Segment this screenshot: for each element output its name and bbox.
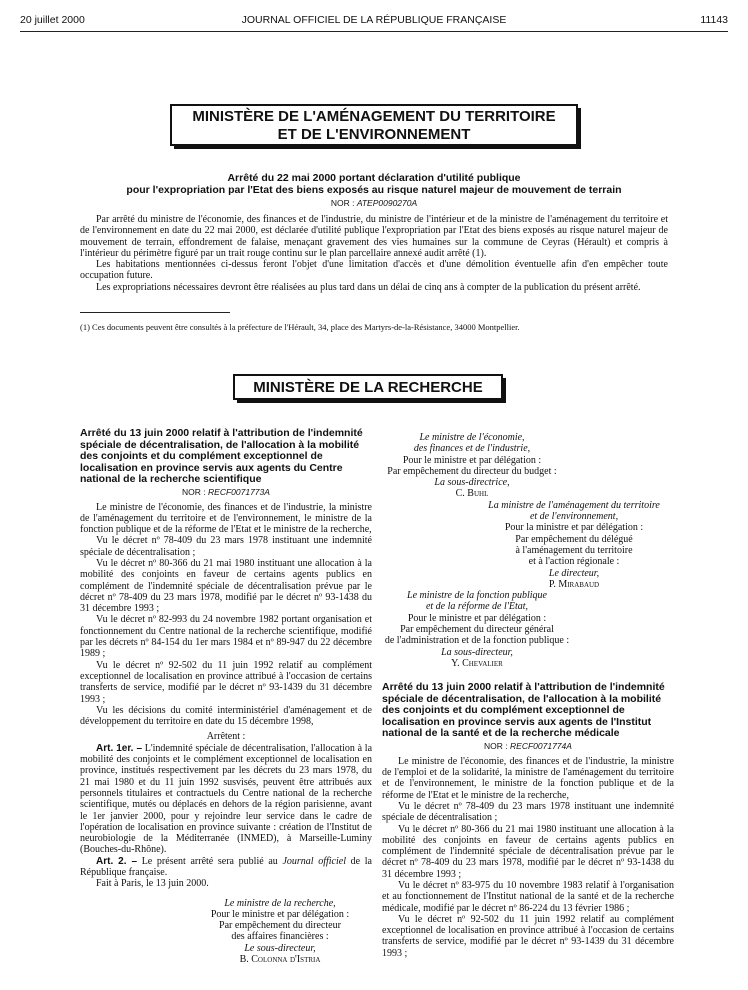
sig-name: P. Mirabaud — [548, 578, 600, 590]
header-date: 20 juillet 2000 — [20, 14, 85, 26]
body-paragraph: Vu le décret nº 83-975 du 10 novembre 1983 relatif à l'organisation et au fonctionnement de l'Institut national de la santé et de la recherche médicale, modifié par le décret nº 86-224 du 13 février 1986 ; — [382, 880, 674, 914]
nor-code: ATEP0090270A — [356, 198, 418, 208]
sig-line: Le directeur, — [548, 567, 600, 579]
decree-cnrs-body — [80, 502, 372, 890]
nor-label: NOR : — [330, 198, 357, 208]
sig-line: Par empêchement du directeur général — [400, 624, 554, 636]
page-header — [20, 14, 728, 30]
sig-line: Le sous-directeur, — [244, 942, 316, 954]
sig-line: Par empêchement du délégué — [515, 533, 633, 545]
sig-line: à l'aménagement du territoire — [515, 544, 633, 556]
sig-line: et à l'action régionale : — [528, 556, 620, 568]
ministry-box-recherche — [233, 374, 503, 400]
nor-code: RECF0071773A — [208, 486, 270, 497]
sig-line: et de l'environnement, — [529, 511, 619, 523]
done-at: Fait à Paris, le 13 juin 2000. — [96, 878, 209, 890]
article-2-label: Art. 2. – — [96, 855, 138, 867]
left-column — [80, 428, 372, 965]
body-paragraph: Vu le décret nº 92-502 du 11 juin 1992 relatif au complément exceptionnel de localisation en province attribué à l'occasion de certains transferts de service, modifié par le décret nº 93-1439 du 31 décembre 1993 ; — [80, 659, 372, 705]
sig-line: des affaires financières : — [231, 931, 329, 943]
sig-line: La sous-directrice, — [434, 477, 510, 489]
nor-inserm — [382, 741, 674, 751]
body-paragraph: Vu le décret nº 78-409 du 23 mars 1978 instituant une indemnité spéciale de décentralisation ; — [80, 535, 372, 558]
decree-title-line2: pour l'expropriation par l'Etat des biens exposés au risque naturel majeur de mouvement de terrain — [126, 183, 622, 196]
footnote: (1) Ces documents peuvent être consultés à la préfecture de l'Hérault, 34, place des Martyrs-de-la-Résistance, 34000 Montpellier. — [80, 322, 520, 332]
header-rule — [20, 31, 728, 32]
signature-amenagement — [474, 500, 674, 590]
sig-line: Pour le ministre et par délégation : — [210, 908, 350, 920]
decree-22-mai-body — [80, 214, 668, 293]
article-2-text-before: Le présent arrêté sera publié au — [141, 855, 283, 867]
ministry-line1: MINISTÈRE DE L'AMÉNAGEMENT DU TERRITOIRE — [192, 108, 556, 125]
nor-22-mai — [80, 198, 668, 208]
body-paragraph: Les habitations mentionnées ci-dessus feront l'objet d'une limitation d'accès et d'une démolition éventuelle afin d'en empêcher toute occupation future. — [80, 259, 668, 282]
sig-line: La sous-directeur, — [441, 646, 513, 658]
nor-code: RECF0071774A — [510, 740, 572, 751]
decree-title-inserm: Arrêté du 13 juin 2000 relatif à l'attribution de l'indemnité spéciale de décentralisation, de l'allocation à la mobilité des conjoints et du complément exceptionnel de localisation en province servis aux agents de l'Institut national de la santé et de la recherche médicale — [382, 681, 665, 740]
footnote-rule — [80, 312, 230, 313]
article-1-text: L'indemnité spéciale de décentralisation, l'allocation à la mobilité des conjoints et le complément exceptionnel de localisation en province, institués respectivement par les décrets du 23 mars 1978, du 21 mai 1980 et du 11 juin 1992 susvisés, peuvent être attribués aux personnels titulaires et contractuels du Centre national de la recherche scientifique, mutés ou déplacés en dehors de la région parisienne, avant le 1er janvier 2000, pour y rejoindre leur service dans le cadre de l'opération de localisation en province suivante : création de l'Institut de neurobiologie de la Méditerranée (INMED), à Marseille-Luminy (Bouches-du-Rhône). — [80, 742, 373, 856]
article-2-journal: Journal officiel — [282, 855, 346, 867]
ministry-line2: ET DE L'ENVIRONNEMENT — [277, 126, 471, 143]
article-2-text-after: de la République française. — [80, 855, 372, 878]
body-paragraph: Par arrêté du ministre de l'économie, des finances et de l'industrie, du ministre de l'intérieur et de la ministre de l'aménagement du territoire et de l'environnement en date du 22 mai 2000, est déclarée d'utilité publique l'expropriation par l'Etat des biens exposés au risque naturel majeur de mouvement de terrain, effondrement de falaise, menaçant gravement des vies humaines sur la commune de Ceyras (Hérault) et compris à l'intérieur du périmètre figuré par un trait rouge continu sur le plan parcellaire annexé audit arrêté (1). — [80, 214, 668, 259]
sig-name: B. Colonna d'Istria — [239, 954, 321, 966]
sig-line: La ministre de l'aménagement du territoire — [488, 499, 660, 511]
signature-fonction-publique — [367, 590, 587, 669]
decree-title-cnrs: Arrêté du 13 juin 2000 relatif à l'attribution de l'indemnité spéciale de décentralisation, de l'allocation à la mobilité des conjoints et du complément exceptionnel de localisation en province servis aux agents du Centre national de la recherche scientifique — [80, 427, 363, 485]
decree-title-22-mai — [80, 173, 668, 196]
decree-title-line1: Arrêté du 22 mai 2000 portant déclaration d'utilité publique — [227, 172, 521, 184]
sig-line: et de la réforme de l'Etat, — [425, 601, 529, 613]
right-column — [382, 432, 674, 959]
sig-line: Pour le ministre et par délégation : — [407, 612, 547, 624]
sig-line: Pour la ministre et par délégation : — [504, 522, 644, 534]
ministry-box-amenagement — [170, 104, 578, 146]
article-1-label: Art. 1er. – — [96, 742, 143, 754]
body-paragraph: Les expropriations nécessaires devront être réalisées au plus tard dans un délai de cinq ans à compter de la publication du présent arrêté. — [96, 281, 641, 293]
header-journal-title: JOURNAL OFFICIEL DE LA RÉPUBLIQUE FRANÇAISE — [241, 14, 507, 26]
sig-name: C. Buhl — [455, 488, 489, 500]
arretent: Arrêtent : — [206, 731, 246, 743]
body-paragraph: Le ministre de l'économie, des finances et de l'industrie, la ministre de l'emploi et de la solidarité, la ministre de l'aménagement du territoire et de l'environnement, le ministre de la fonction publique et de la réforme de l'Etat et le ministre de la recherche, — [382, 755, 674, 801]
decree-inserm-body — [382, 756, 674, 959]
sig-name: Y. Chevalier — [451, 657, 503, 669]
ministry-title: MINISTÈRE DE LA RECHERCHE — [253, 379, 483, 396]
body-paragraph: Vu le décret nº 80-366 du 21 mai 1980 instituant une allocation à la mobilité des conjoints en faveur de certains agents publics en complément de l'indemnité spéciale de décentralisation prévue par le décret nº 78-409 du 23 mars 1978, modifié par le décret nº 93-1438 du 31 décembre 1993 ; — [382, 823, 674, 880]
sig-line: Le ministre de la fonction publique — [407, 590, 547, 602]
sig-line: Le ministre de l'économie, — [419, 432, 525, 443]
sig-line: Pour le ministre et par délégation : — [402, 454, 542, 466]
body-paragraph: Vu le décret nº 80-366 du 21 mai 1980 instituant une allocation à la mobilité des conjoints en faveur de certains agents publics en complément de l'indemnité spéciale de décentralisation prévue par le décret nº 78-409 du 23 mars 1978, modifié par le décret nº 93-1438 du 31 décembre 1993 ; — [80, 557, 372, 615]
body-paragraph: Vu le décret nº 78-409 du 23 mars 1978 instituant une indemnité spéciale de décentralisation ; — [382, 800, 674, 824]
sig-line: de l'administration et de la fonction publique : — [384, 635, 570, 647]
sig-line: Par empêchement du directeur du budget : — [387, 465, 557, 477]
body-paragraph: Le ministre de l'économie, des finances et de l'industrie, la ministre de l'aménagement du territoire et de l'environnement, le ministre de la fonction publique et de la réforme de l'Etat et le ministre de la recherche, — [80, 501, 372, 536]
body-paragraph: Vu le décret nº 82-993 du 24 novembre 1982 portant organisation et fonctionnement du Centre national de la recherche scientifique, modifié par les décrets nº 84-154 du 1er mars 1984 et nº 89-947 du 22 décembre 1989 ; — [80, 614, 372, 660]
header-page-number: 11143 — [700, 14, 728, 26]
nor-cnrs — [80, 487, 372, 497]
signature-recherche — [190, 898, 370, 966]
sig-line: Par empêchement du directeur — [219, 920, 341, 932]
body-paragraph: Vu le décret nº 92-502 du 11 juin 1992 relatif au complément exceptionnel de localisation en province attribué à l'occasion de certains transferts de service, modifié par le décret nº 93-1439 du 31 décembre 1993 ; — [382, 913, 674, 959]
nor-label: NOR : — [182, 486, 209, 497]
signature-economie — [372, 432, 572, 500]
nor-label: NOR : — [484, 740, 511, 751]
article-2 — [80, 856, 372, 879]
sig-line: des finances et de l'industrie, — [413, 443, 531, 455]
sig-line: Le ministre de la recherche, — [224, 897, 336, 909]
article-1 — [80, 743, 372, 856]
body-paragraph: Vu les décisions du comité interministériel d'aménagement et de développement du territoire en date du 15 décembre 1998, — [80, 704, 372, 728]
